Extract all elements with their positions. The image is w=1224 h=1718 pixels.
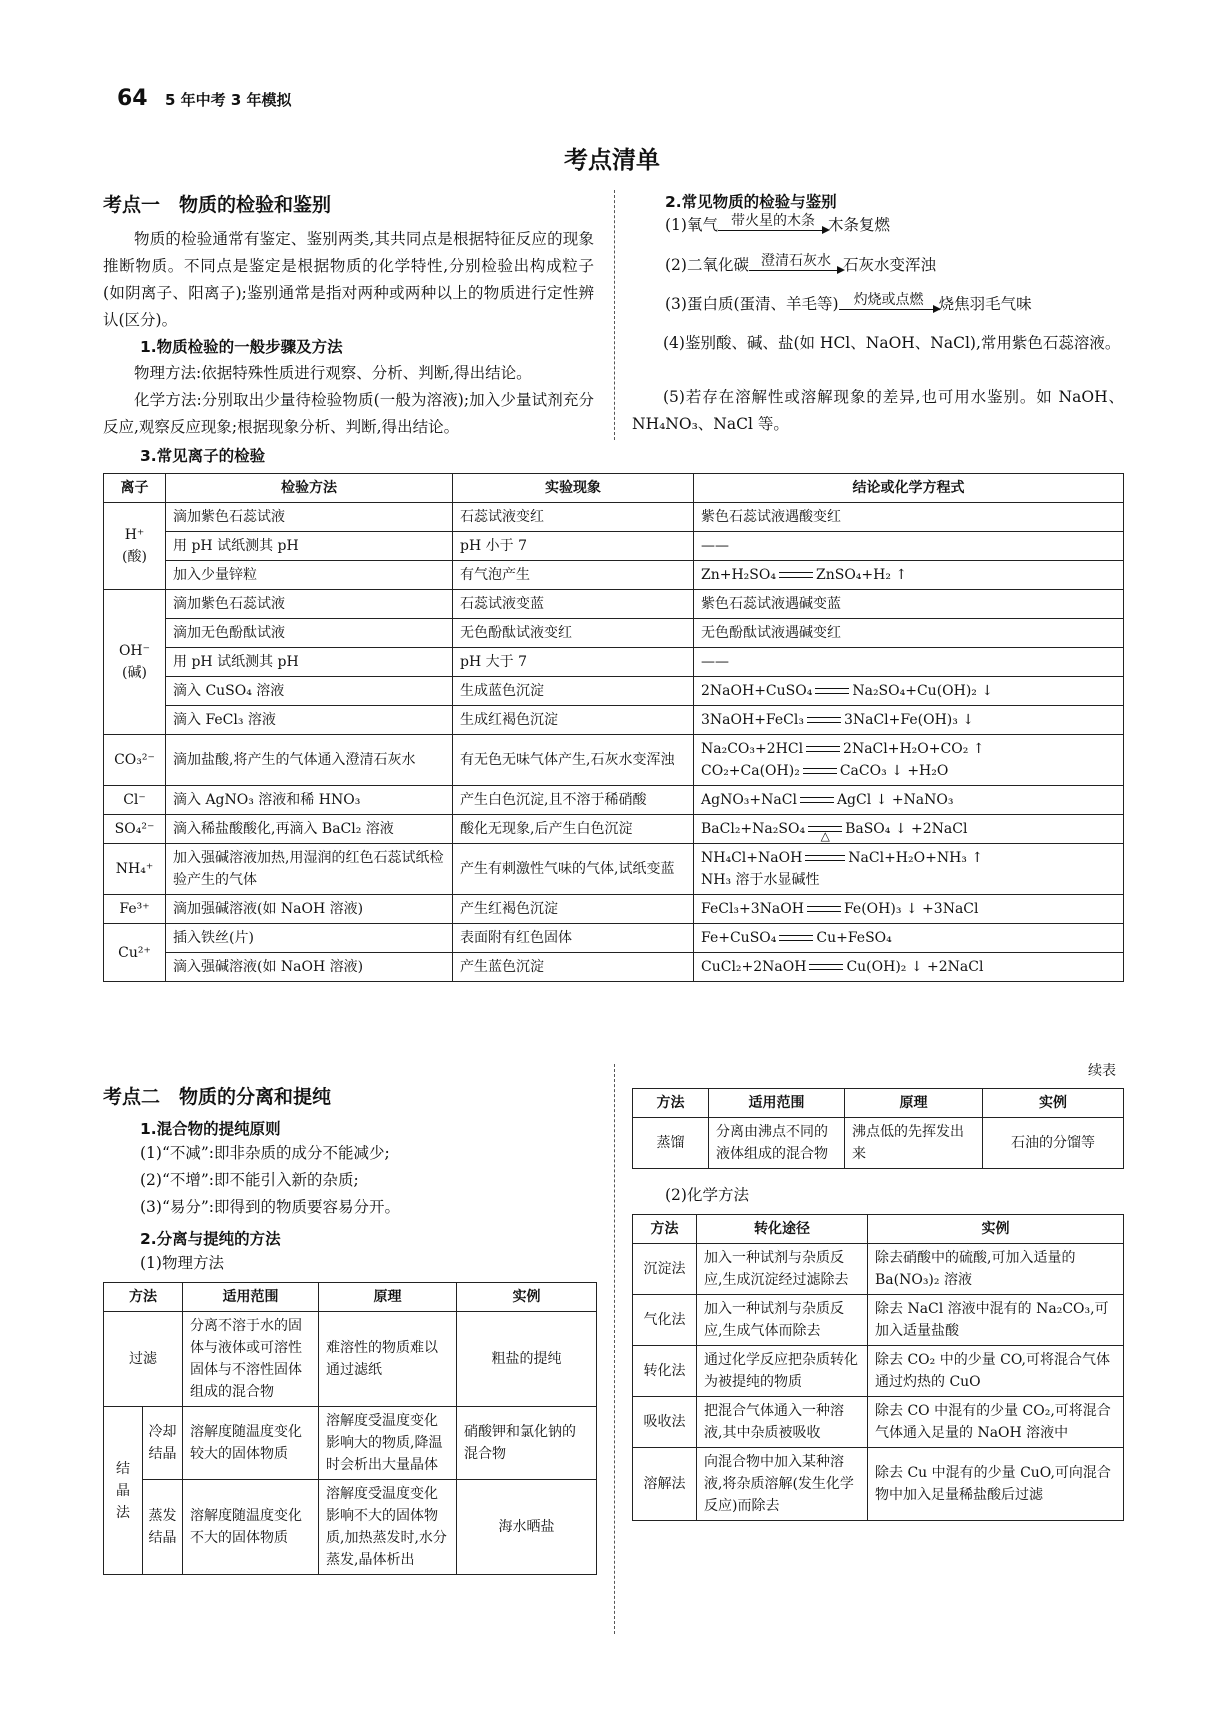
table-row [104,1312,597,1407]
column-header: 结论或化学方程式 [694,474,1124,503]
example-cell: 海水晒盐 [457,1480,597,1575]
page-number: 64 [117,86,148,111]
principle-1: (1)“不减”:即非杂质的成分不能减少; [140,1144,390,1162]
method-cell: 滴入 AgNO₃ 溶液和稀 HNO₃ [166,786,453,815]
reaction-arrow: 澄清石灰水 [749,253,843,279]
observation-cell: 石蕊试液变红 [453,503,694,532]
conclusion-cell: 无色酚酞试液遇碱变红 [694,619,1124,648]
equals-sign [809,964,843,970]
page-title: 考点清单 [564,146,660,174]
method-cell: 吸收法 [633,1397,697,1448]
section-2-title: 考点二 物质的分离和提纯 [103,1086,332,1108]
method-cell: 滴入 CuSO₄ 溶液 [166,677,453,706]
physical-methods-table [103,1282,597,1575]
equals-sign [779,935,813,941]
conclusion-cell: 紫色石蕊试液遇酸变红 [694,503,1124,532]
observation-cell: 无色酚酞试液变红 [453,619,694,648]
scope-cell: 分离由沸点不同的液体组成的混合物 [709,1118,845,1169]
table-row [104,532,1124,561]
method-cell: 滴加强碱溶液(如 NaOH 溶液) [166,895,453,924]
chemical-methods-label: (2)化学方法 [665,1186,749,1204]
table-row [633,1244,1124,1295]
table-row [104,706,1124,735]
method-cell: 滴加紫色石蕊试液 [166,503,453,532]
chemical-method-text: 化学方法:分别取出少量待检验物质(一般为溶液);加入少量试剂充分反应,观察反应现象;根据现象分析、判断,得出结论。 [103,391,594,436]
sub-method-cell: 蒸发结晶 [143,1480,183,1575]
method-cell: 用 pH 试纸测其 pH [166,532,453,561]
ion-cell: SO₄²⁻ [104,815,166,844]
heat-equals-sign: △ [805,847,845,869]
principle-3: (3)“易分”:即得到的物质要容易分开。 [140,1198,401,1216]
equals-sign [815,688,849,694]
ion-test-table [103,473,1124,982]
route-cell: 把混合气体通入一种溶液,其中杂质被吸收 [697,1397,868,1448]
observation-cell: 石蕊试液变蓝 [453,590,694,619]
method-cell: 滴加紫色石蕊试液 [166,590,453,619]
observation-cell: 产生红褐色沉淀 [453,895,694,924]
equation-cell: Na₂CO₃+2HCl 2NaCl+H₂O+CO₂ ↑ CO₂+Ca(OH)₂ CaCO₃ ↓ +H₂O [694,735,1124,786]
table-row [104,786,1124,815]
item-oxygen: (1)氧气 带火星的木条 木条复燃 [665,212,890,239]
observation-cell: 产生白色沉淀,且不溶于稀硝酸 [453,786,694,815]
ion-cell: Cl⁻ [104,786,166,815]
column-header: 原理 [845,1089,983,1118]
method-cell: 滴入强碱溶液(如 NaOH 溶液) [166,953,453,982]
column-header: 实例 [983,1089,1124,1118]
equals-sign [807,717,841,723]
observation-cell: pH 大于 7 [453,648,694,677]
equals-sign [779,572,813,578]
table-row [633,1346,1124,1397]
subsection-3-title: 3.常见离子的检验 [140,447,266,465]
ion-cell: Fe³⁺ [104,895,166,924]
equation-cell: NH₄Cl+NaOH △ NaCl+H₂O+NH₃ ↑ NH₃ 溶于水显碱性 [694,844,1124,895]
section-1-title: 考点一 物质的检验和鉴别 [103,194,332,216]
equation-cell: Zn+H₂SO₄ ZnSO₄+H₂ ↑ [694,561,1124,590]
observation-cell: 生成蓝色沉淀 [453,677,694,706]
column-header: 实例 [868,1215,1124,1244]
table-row [104,953,1124,982]
example-cell: 除去 Cu 中混有的少量 CuO,可向混合物中加入足量稀盐酸后过滤 [868,1448,1124,1521]
method-cell: 滴加无色酚酞试液 [166,619,453,648]
table-row [633,1397,1124,1448]
observation-cell: 有无色无味气体产生,石灰水变浑浊 [453,735,694,786]
column-divider [614,190,615,440]
column-header: 方法 [633,1089,709,1118]
example-cell: 粗盐的提纯 [457,1312,597,1407]
method-cell: 滴入稀盐酸酸化,再滴入 BaCl₂ 溶液 [166,815,453,844]
observation-cell: 生成红褐色沉淀 [453,706,694,735]
continued-label: 续表 [1088,1063,1116,1079]
section-1-intro: 物质的检验通常有鉴定、鉴别两类,其共同点是根据特征反应的现象推断物质。不同点是鉴定是根据物质的化学特性,分别检验出构成粒子(如阴离子、阳离子);鉴别通常是指对两种或两种以上的物质进行定性辨认(区分)。 [103,230,594,329]
methods-title: 2.分离与提纯的方法 [140,1230,281,1248]
table-row [104,561,1124,590]
table-row [104,590,1124,619]
principle-cell: 难溶性的物质难以通过滤纸 [319,1312,457,1407]
item-acid-base-salt: (4)鉴别酸、碱、盐(如 HCl、NaOH、NaCl),常用紫色石蕊溶液。 [663,334,1121,352]
method-cell: 蒸馏 [633,1118,709,1169]
method-cell: 结晶法 [104,1407,143,1575]
example-cell: 除去 CO 中混有的少量 CO₂,可将混合气体通入足量的 NaOH 溶液中 [868,1397,1124,1448]
method-cell: 插入铁丝(片) [166,924,453,953]
method-cell: 沉淀法 [633,1244,697,1295]
example-cell: 石油的分馏等 [983,1118,1124,1169]
table-row [104,677,1124,706]
ion-cell: Cu²⁺ [104,924,166,982]
principle-cell: 沸点低的先挥发出来 [845,1118,983,1169]
item-water: (5)若存在溶解性或溶解现象的差异,也可用水鉴别。如 NaOH、NH₄NO₃、NaCl 等。 [632,388,1124,433]
method-cell: 溶解法 [633,1448,697,1521]
method-cell: 滴加盐酸,将产生的气体通入澄清石灰水 [166,735,453,786]
observation-cell: pH 小于 7 [453,532,694,561]
column-header: 转化途径 [697,1215,868,1244]
table-row [104,815,1124,844]
ion-cell: OH⁻ (碱) [104,590,166,735]
equation-cell: 2NaOH+CuSO₄ Na₂SO₄+Cu(OH)₂ ↓ [694,677,1124,706]
book-title: 5 年中考 3 年模拟 [165,91,292,109]
method-cell: 转化法 [633,1346,697,1397]
table-row [104,735,1124,786]
method-cell: 滴入 FeCl₃ 溶液 [166,706,453,735]
conclusion-cell: 紫色石蕊试液遇碱变蓝 [694,590,1124,619]
column-header: 方法 [104,1283,183,1312]
equals-sign [800,797,834,803]
physical-methods-table-continued [632,1088,1124,1169]
principle-cell: 溶解度受温度变化影响不大的固体物质,加热蒸发时,水分蒸发,晶体析出 [319,1480,457,1575]
equation-cell: 3NaOH+FeCl₃ 3NaCl+Fe(OH)₃ ↓ [694,706,1124,735]
principle-2: (2)“不增”:即不能引入新的杂质; [140,1171,359,1189]
physical-methods-label: (1)物理方法 [140,1254,224,1272]
item-co2: (2)二氧化碳 澄清石灰水 石灰水变浑浊 [665,252,936,279]
table-row [633,1448,1124,1521]
method-cell: 加入强碱溶液加热,用湿润的红色石蕊试纸检验产生的气体 [166,844,453,895]
principle-title: 1.混合物的提纯原则 [140,1120,281,1138]
equation-cell: AgNO₃+NaCl AgCl ↓ +NaNO₃ [694,786,1124,815]
table-row [104,1480,597,1575]
example-cell: 硝酸钾和氯化钠的混合物 [457,1407,597,1480]
table-row [104,619,1124,648]
column-header: 离子 [104,474,166,503]
column-header: 原理 [319,1283,457,1312]
observation-cell: 表面附有红色固体 [453,924,694,953]
method-cell: 过滤 [104,1312,183,1407]
method-cell: 加入少量锌粒 [166,561,453,590]
ion-cell: H⁺ (酸) [104,503,166,590]
observation-cell: 产生有刺激性气味的气体,试纸变蓝 [453,844,694,895]
chemical-methods-table [632,1214,1124,1521]
column-header: 方法 [633,1215,697,1244]
table-row [104,503,1124,532]
route-cell: 加入一种试剂与杂质反应,生成气体而除去 [697,1295,868,1346]
reaction-arrow: 灼烧或点燃 [839,292,939,318]
reaction-arrow: 带火星的木条 [718,213,828,239]
column-header: 实验现象 [453,474,694,503]
item-protein: (3)蛋白质(蛋清、羊毛等) 灼烧或点燃 烧焦羽毛气味 [665,291,1032,318]
equals-sign [807,906,841,912]
table-row [633,1295,1124,1346]
principle-cell: 溶解度受温度变化影响大的物质,降温时会析出大量晶体 [319,1407,457,1480]
physical-method-text: 物理方法:依据特殊性质进行观察、分析、判断,得出结论。 [134,364,532,382]
scope-cell: 分离不溶于水的固体与液体或可溶性固体与不溶性固体组成的混合物 [183,1312,319,1407]
table-row [633,1118,1124,1169]
subsection-2-title: 2.常见物质的检验与鉴别 [665,193,837,211]
conclusion-cell: —— [694,648,1124,677]
method-cell: 用 pH 试纸测其 pH [166,648,453,677]
observation-cell: 有气泡产生 [453,561,694,590]
equation-cell: CuCl₂+2NaOH Cu(OH)₂ ↓ +2NaCl [694,953,1124,982]
equation-cell: Fe+CuSO₄ Cu+FeSO₄ [694,924,1124,953]
example-cell: 除去 CO₂ 中的少量 CO,可将混合气体通过灼热的 CuO [868,1346,1124,1397]
observation-cell: 产生蓝色沉淀 [453,953,694,982]
scope-cell: 溶解度随温度变化较大的固体物质 [183,1407,319,1480]
equation-cell: FeCl₃+3NaOH Fe(OH)₃ ↓ +3NaCl [694,895,1124,924]
equation-cell: BaCl₂+Na₂SO₄ BaSO₄ ↓ +2NaCl [694,815,1124,844]
observation-cell: 酸化无现象,后产生白色沉淀 [453,815,694,844]
table-header-row [633,1215,1124,1244]
equals-sign [806,746,840,752]
conclusion-cell: —— [694,532,1124,561]
route-cell: 加入一种试剂与杂质反应,生成沉淀经过滤除去 [697,1244,868,1295]
table-row [104,924,1124,953]
table-row [104,648,1124,677]
table-row [104,1407,597,1480]
table-header-row [633,1089,1124,1118]
table-row [104,895,1124,924]
table-header-row [104,1283,597,1312]
scope-cell: 溶解度随温度变化不大的固体物质 [183,1480,319,1575]
route-cell: 通过化学反应把杂质转化为被提纯的物质 [697,1346,868,1397]
subsection-1-title: 1.物质检验的一般步骤及方法 [140,338,343,356]
column-header: 检验方法 [166,474,453,503]
table-header-row [104,474,1124,503]
example-cell: 除去 NaCl 溶液中混有的 Na₂CO₃,可加入适量盐酸 [868,1295,1124,1346]
table-row [104,844,1124,895]
route-cell: 向混合物中加入某种溶液,将杂质溶解(发生化学反应)而除去 [697,1448,868,1521]
ion-cell: CO₃²⁻ [104,735,166,786]
equals-sign [803,768,837,774]
column-divider [614,1064,615,1634]
ion-cell: NH₄⁺ [104,844,166,895]
column-header: 适用范围 [183,1283,319,1312]
sub-method-cell: 冷却结晶 [143,1407,183,1480]
method-cell: 气化法 [633,1295,697,1346]
column-header: 适用范围 [709,1089,845,1118]
example-cell: 除去硝酸中的硫酸,可加入适量的 Ba(NO₃)₂ 溶液 [868,1244,1124,1295]
column-header: 实例 [457,1283,597,1312]
